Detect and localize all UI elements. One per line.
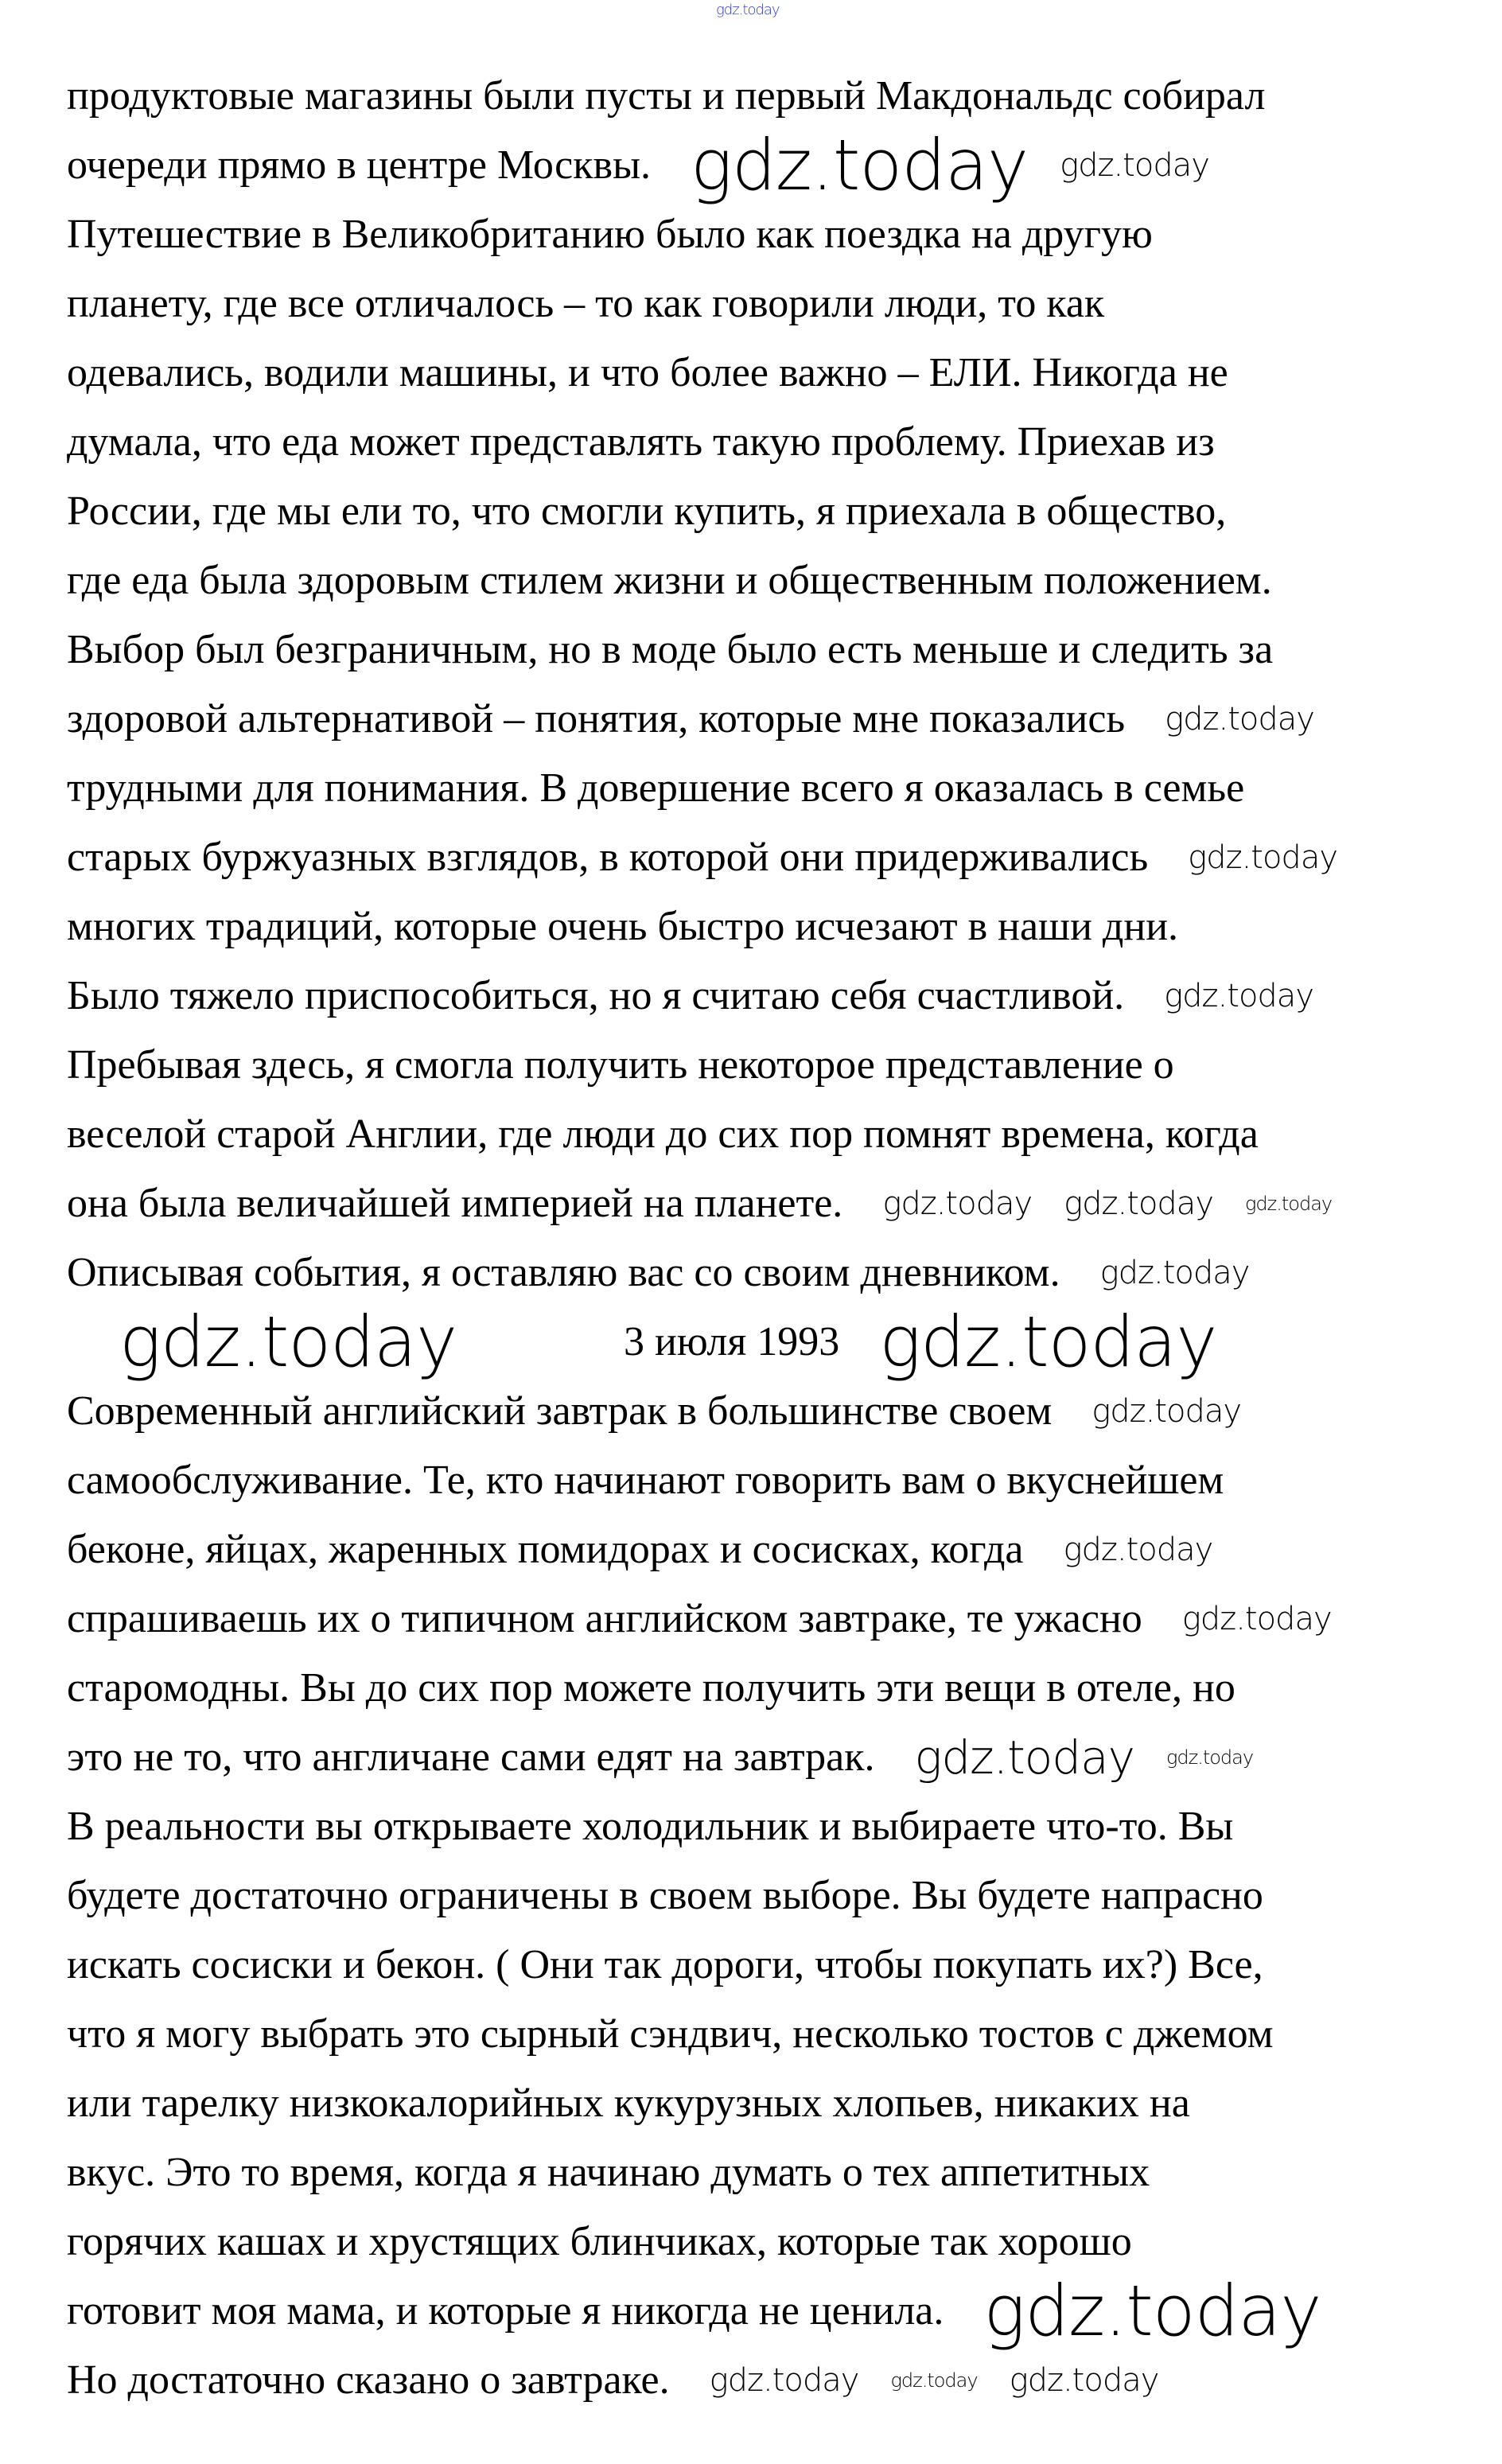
watermark: gdz.today <box>691 124 1029 206</box>
text-line: планету, где все отличалось – то как говорили люди, то как <box>67 281 1105 326</box>
watermark: gdz.today <box>1091 1393 1242 1430</box>
watermark: gdz.today <box>119 1301 457 1383</box>
watermark: gdz.today <box>1099 1255 1250 1291</box>
watermark: gdz.today <box>1064 1185 1213 1222</box>
watermark: gdz.today <box>1245 1193 1333 1215</box>
text-line: готовит моя мама, и которые я никогда не ценила. <box>67 2288 944 2334</box>
text-line: Современный английский завтрак в большинстве своем <box>67 1388 1053 1434</box>
text-line: это не то, что англичане сами едят на завтрак. <box>67 1734 875 1780</box>
text-line: Было тяжело приспособиться, но я считаю себя счастливой. <box>67 973 1125 1018</box>
text-line: где еда была здоровым стилем жизни и общественным положением. <box>67 558 1272 603</box>
text-line: очереди прямо в центре Москвы. <box>67 142 652 188</box>
text-line: будете достаточно ограничены в своем выборе. Вы будете напрасно <box>67 1873 1263 1918</box>
text-line: вкус. Это то время, когда я начинаю думать о тех аппетитных <box>67 2150 1150 2195</box>
document-body <box>67 73 1273 2427</box>
text-line: одевались, водили машины, и что более важно – ЕЛИ. Никогда не <box>67 350 1228 395</box>
text-line: России, где мы ели то, что смогли купить, я приехала в общество, <box>67 489 1227 534</box>
text-line: многих традиций, которые очень быстро исчезают в наши дни. <box>67 904 1179 949</box>
text-line: веселой старой Англии, где люди до сих пор помнят времена, когда <box>67 1111 1259 1157</box>
text-line: думала, что еда может представлять такую проблему. Приехав из <box>67 419 1215 465</box>
watermark: gdz.today <box>709 2362 859 2399</box>
watermark: gdz.today <box>1165 701 1314 738</box>
watermark: gdz.today <box>1009 2362 1159 2399</box>
text-line: она была величайшей империей на планете. <box>67 1181 843 1226</box>
date-line: 3 июля 1993 <box>624 1319 840 1364</box>
text-line: трудными для понимания. В довершение всего я оказалась в семье <box>67 765 1245 811</box>
text-line: самообслуживание. Те, кто начинают говорить вам о вкуснейшем <box>67 1458 1224 1503</box>
watermark: gdz.today <box>983 2270 1321 2352</box>
text-line: или тарелку низкокалорийных кукурузных хлопьев, никаких на <box>67 2081 1190 2126</box>
text-line: беконе, яйцах, жаренных помидорах и сосисках, когда <box>67 1527 1024 1572</box>
watermark: gdz.today <box>882 1185 1033 1222</box>
watermark: gdz.today <box>1164 978 1313 1014</box>
text-line: Пребывая здесь, я смогла получить некоторое представление о <box>67 1042 1174 1088</box>
text-line: горячих кашах и хрустящих блинчиках, которые так хорошо <box>67 2219 1132 2264</box>
text-line: Но достаточно сказано о завтраке. <box>67 2357 670 2403</box>
watermark: gdz.today <box>1181 1601 1332 1637</box>
watermark: gdz.today <box>1188 839 1338 876</box>
text-line: спрашиваешь их о типичном английском завтраке, те ужасно <box>67 1596 1142 1641</box>
watermark: gdz.today <box>890 2369 978 2392</box>
text-line: старомодны. Вы до сих пор можете получить эти вещи в отеле, но <box>67 1665 1235 1711</box>
text-line: Путешествие в Великобританию было как поездка на другую <box>67 212 1153 257</box>
text-line: Выбор был безграничным, но в моде было есть меньше и следить за <box>67 627 1274 672</box>
watermark: gdz.today <box>1165 1746 1254 1769</box>
text-line: что я могу выбрать это сырный сэндвич, несколько тостов с джемом <box>67 2011 1274 2057</box>
watermark: gdz.today <box>716 2 780 18</box>
watermark: gdz.today <box>1063 1532 1213 1568</box>
text-line: старых буржуазных взглядов, в которой они придерживались <box>67 835 1149 880</box>
text-line: здоровой альтернативой – понятия, которые мне показались <box>67 696 1126 742</box>
text-line: искать сосиски и бекон. ( Они так дороги, чтобы покупать их?) Все, <box>67 1942 1263 1987</box>
watermark: gdz.today <box>879 1301 1217 1383</box>
text-line: Описывая события, я оставляю вас со своим дневником. <box>67 1250 1060 1295</box>
watermark: gdz.today <box>914 1730 1134 1785</box>
text-line: продуктовые магазины были пусты и первый Макдональдс собирал <box>67 73 1266 119</box>
watermark: gdz.today <box>1060 147 1209 184</box>
text-line: В реальности вы открываете холодильник и выбираете что-то. Вы <box>67 1804 1234 1849</box>
